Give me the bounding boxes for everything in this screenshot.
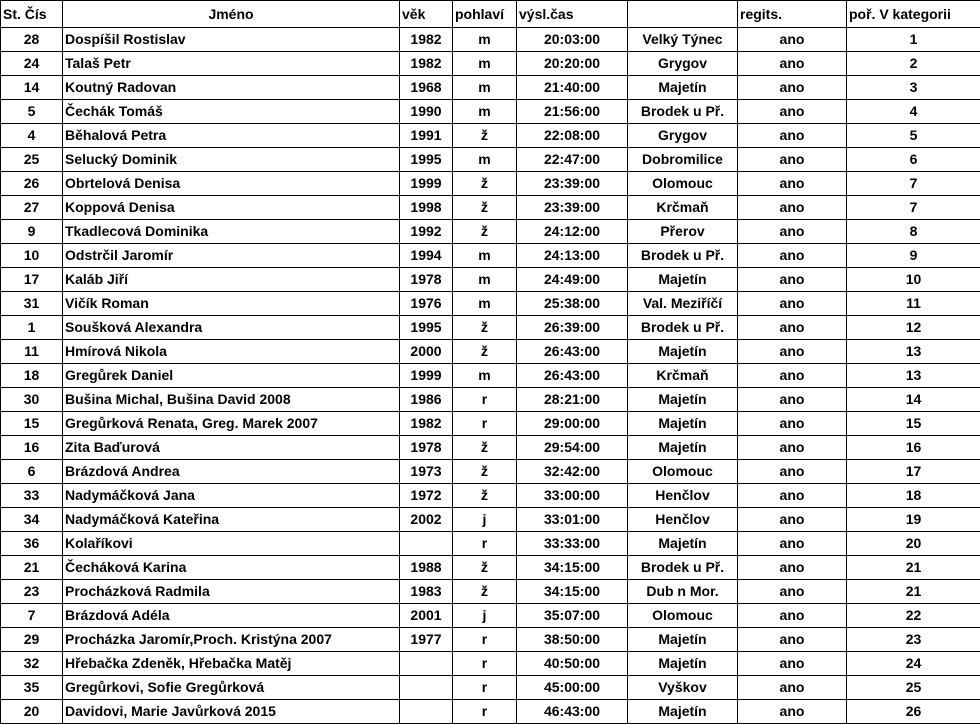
cell-start-no[interactable]: 11 <box>1 340 63 364</box>
cell-name[interactable]: Kolaříkovi <box>63 532 400 556</box>
table-row <box>1 28 980 52</box>
cell-gender[interactable]: m <box>453 100 517 124</box>
cell-gender[interactable]: ž <box>453 196 517 220</box>
cell-time[interactable]: 29:00:00 <box>517 412 628 436</box>
table-row <box>1 244 980 268</box>
table-row <box>1 172 980 196</box>
table-row <box>1 484 980 508</box>
cell-registered[interactable]: ano <box>738 76 847 100</box>
cell-rank[interactable]: 5 <box>847 124 980 148</box>
cell-gender[interactable]: ž <box>453 556 517 580</box>
cell-town[interactable]: Majetín <box>628 700 738 724</box>
cell-registered[interactable]: ano <box>738 580 847 604</box>
cell-year[interactable] <box>400 652 453 676</box>
cell-gender[interactable]: m <box>453 292 517 316</box>
cell-name[interactable]: Gregůrek Daniel <box>63 364 400 388</box>
cell-town[interactable]: Olomouc <box>628 460 738 484</box>
cell-year[interactable]: 1991 <box>400 124 453 148</box>
table-row <box>1 52 980 76</box>
table-row <box>1 388 980 412</box>
cell-time[interactable]: 26:43:00 <box>517 340 628 364</box>
cell-time[interactable]: 32:42:00 <box>517 460 628 484</box>
cell-gender[interactable]: ž <box>453 220 517 244</box>
cell-registered[interactable]: ano <box>738 100 847 124</box>
cell-registered[interactable]: ano <box>738 124 847 148</box>
cell-start-no[interactable]: 9 <box>1 220 63 244</box>
table-body <box>1 28 980 724</box>
cell-gender[interactable]: ž <box>453 460 517 484</box>
cell-start-no[interactable]: 21 <box>1 556 63 580</box>
cell-start-no[interactable]: 5 <box>1 100 63 124</box>
table-row <box>1 652 980 676</box>
table-row <box>1 700 980 724</box>
cell-town[interactable]: Majetín <box>628 628 738 652</box>
cell-registered[interactable]: ano <box>738 484 847 508</box>
cell-rank[interactable]: 12 <box>847 316 980 340</box>
cell-registered[interactable]: ano <box>738 292 847 316</box>
table-row <box>1 124 980 148</box>
cell-start-no[interactable]: 6 <box>1 460 63 484</box>
cell-rank[interactable]: 22 <box>847 604 980 628</box>
cell-year[interactable]: 1983 <box>400 580 453 604</box>
cell-time[interactable]: 35:07:00 <box>517 604 628 628</box>
cell-rank[interactable]: 4 <box>847 100 980 124</box>
cell-gender[interactable]: j <box>453 604 517 628</box>
cell-name[interactable]: Čechák Tomáš <box>63 100 400 124</box>
cell-start-no[interactable]: 26 <box>1 172 63 196</box>
cell-town[interactable]: Brodek u Př. <box>628 244 738 268</box>
table-row <box>1 460 980 484</box>
cell-year[interactable]: 1999 <box>400 364 453 388</box>
cell-rank[interactable]: 18 <box>847 484 980 508</box>
cell-gender[interactable]: r <box>453 412 517 436</box>
cell-year[interactable]: 1994 <box>400 244 453 268</box>
cell-time[interactable]: 33:00:00 <box>517 484 628 508</box>
cell-start-no[interactable]: 23 <box>1 580 63 604</box>
cell-registered[interactable]: ano <box>738 52 847 76</box>
cell-time[interactable]: 20:20:00 <box>517 52 628 76</box>
cell-name[interactable]: Gregůrkovi, Sofie Gregůrková <box>63 676 400 700</box>
cell-town[interactable]: Majetín <box>628 412 738 436</box>
cell-start-no[interactable]: 10 <box>1 244 63 268</box>
cell-registered[interactable]: ano <box>738 532 847 556</box>
cell-year[interactable]: 2002 <box>400 508 453 532</box>
cell-name[interactable]: Nadymáčková Kateřina <box>63 508 400 532</box>
cell-registered[interactable]: ano <box>738 604 847 628</box>
table-row <box>1 364 980 388</box>
header-time[interactable]: výsl.čas <box>517 1 628 28</box>
cell-registered[interactable]: ano <box>738 196 847 220</box>
cell-name[interactable]: Zita Baďurová <box>63 436 400 460</box>
cell-time[interactable]: 34:15:00 <box>517 556 628 580</box>
cell-town[interactable]: Krčmaň <box>628 364 738 388</box>
cell-year[interactable]: 1998 <box>400 196 453 220</box>
cell-name[interactable]: Nadymáčková Jana <box>63 484 400 508</box>
table-row <box>1 556 980 580</box>
cell-name[interactable]: Hřebačka Zdeněk, Hřebačka Matěj <box>63 652 400 676</box>
cell-town[interactable]: Majetín <box>628 340 738 364</box>
cell-town[interactable]: Majetín <box>628 268 738 292</box>
header-age[interactable]: věk <box>400 1 453 28</box>
cell-time[interactable]: 21:40:00 <box>517 76 628 100</box>
cell-registered[interactable]: ano <box>738 556 847 580</box>
cell-gender[interactable]: ž <box>453 484 517 508</box>
cell-registered[interactable]: ano <box>738 628 847 652</box>
cell-town[interactable]: Olomouc <box>628 604 738 628</box>
cell-name[interactable]: Soušková Alexandra <box>63 316 400 340</box>
cell-time[interactable]: 22:47:00 <box>517 148 628 172</box>
cell-name[interactable]: Bušina Michal, Bušina David 2008 <box>63 388 400 412</box>
cell-name[interactable]: Procházková Radmila <box>63 580 400 604</box>
header-rank[interactable]: poř. V kategorii <box>847 1 980 28</box>
cell-rank[interactable]: 11 <box>847 292 980 316</box>
cell-town[interactable]: Brodek u Př. <box>628 316 738 340</box>
cell-name[interactable]: Procházka Jaromír,Proch. Kristýna 2007 <box>63 628 400 652</box>
cell-gender[interactable]: ž <box>453 316 517 340</box>
cell-gender[interactable]: m <box>453 364 517 388</box>
cell-town[interactable]: Henčlov <box>628 508 738 532</box>
cell-name[interactable]: Selucký Dominik <box>63 148 400 172</box>
cell-year[interactable]: 1988 <box>400 556 453 580</box>
cell-year[interactable]: 1976 <box>400 292 453 316</box>
cell-town[interactable]: Dobromilice <box>628 148 738 172</box>
cell-start-no[interactable]: 33 <box>1 484 63 508</box>
cell-town[interactable]: Grygov <box>628 52 738 76</box>
cell-gender[interactable]: j <box>453 508 517 532</box>
cell-name[interactable]: Davidovi, Marie Javůrková 2015 <box>63 700 400 724</box>
cell-rank[interactable]: 21 <box>847 556 980 580</box>
cell-rank[interactable]: 10 <box>847 268 980 292</box>
cell-registered[interactable]: ano <box>738 364 847 388</box>
cell-rank[interactable]: 8 <box>847 220 980 244</box>
cell-town[interactable]: Grygov <box>628 124 738 148</box>
cell-start-no[interactable]: 32 <box>1 652 63 676</box>
cell-name[interactable]: Koppová Denisa <box>63 196 400 220</box>
cell-rank[interactable]: 9 <box>847 244 980 268</box>
cell-time[interactable]: 23:39:00 <box>517 172 628 196</box>
cell-year[interactable]: 1990 <box>400 100 453 124</box>
cell-time[interactable]: 40:50:00 <box>517 652 628 676</box>
cell-gender[interactable]: ž <box>453 124 517 148</box>
cell-town[interactable]: Krčmaň <box>628 196 738 220</box>
cell-year[interactable]: 1982 <box>400 52 453 76</box>
cell-registered[interactable]: ano <box>738 316 847 340</box>
cell-name[interactable]: Gregůrková Renata, Greg. Marek 2007 <box>63 412 400 436</box>
cell-start-no[interactable]: 28 <box>1 28 63 52</box>
cell-name[interactable]: Běhalová Petra <box>63 124 400 148</box>
cell-rank[interactable]: 21 <box>847 580 980 604</box>
cell-rank[interactable]: 2 <box>847 52 980 76</box>
cell-town[interactable]: Olomouc <box>628 172 738 196</box>
table-row <box>1 316 980 340</box>
cell-name[interactable]: Odstrčil Jaromír <box>63 244 400 268</box>
table-row <box>1 268 980 292</box>
cell-time[interactable]: 26:43:00 <box>517 364 628 388</box>
cell-year[interactable]: 1986 <box>400 388 453 412</box>
cell-registered[interactable]: ano <box>738 148 847 172</box>
cell-registered[interactable]: ano <box>738 652 847 676</box>
cell-gender[interactable]: r <box>453 700 517 724</box>
cell-time[interactable]: 24:13:00 <box>517 244 628 268</box>
table-row <box>1 148 980 172</box>
cell-time[interactable]: 23:39:00 <box>517 196 628 220</box>
cell-town[interactable]: Vyškov <box>628 676 738 700</box>
cell-year[interactable]: 1968 <box>400 76 453 100</box>
cell-name[interactable]: Koutný Radovan <box>63 76 400 100</box>
cell-rank[interactable]: 13 <box>847 340 980 364</box>
cell-registered[interactable]: ano <box>738 460 847 484</box>
cell-start-no[interactable]: 27 <box>1 196 63 220</box>
header-registered[interactable]: regits. <box>738 1 847 28</box>
header-gender[interactable]: pohlaví <box>453 1 517 28</box>
cell-rank[interactable]: 1 <box>847 28 980 52</box>
table-row <box>1 676 980 700</box>
cell-year[interactable]: 1978 <box>400 436 453 460</box>
cell-gender[interactable]: r <box>453 532 517 556</box>
cell-gender[interactable]: ž <box>453 172 517 196</box>
cell-start-no[interactable]: 16 <box>1 436 63 460</box>
cell-town[interactable]: Majetín <box>628 652 738 676</box>
cell-gender[interactable]: m <box>453 28 517 52</box>
header-name[interactable]: Jméno <box>63 1 400 28</box>
cell-town[interactable]: Majetín <box>628 388 738 412</box>
cell-time[interactable]: 33:01:00 <box>517 508 628 532</box>
header-town[interactable] <box>628 1 738 28</box>
cell-registered[interactable]: ano <box>738 220 847 244</box>
cell-name[interactable]: Čecháková Karina <box>63 556 400 580</box>
cell-gender[interactable]: ž <box>453 340 517 364</box>
cell-name[interactable]: Hmírová Nikola <box>63 340 400 364</box>
cell-rank[interactable]: 25 <box>847 676 980 700</box>
cell-rank[interactable]: 15 <box>847 412 980 436</box>
table-row <box>1 580 980 604</box>
cell-registered[interactable]: ano <box>738 388 847 412</box>
cell-year[interactable]: 1982 <box>400 28 453 52</box>
cell-time[interactable]: 46:43:00 <box>517 700 628 724</box>
table-row <box>1 292 980 316</box>
cell-town[interactable]: Majetín <box>628 76 738 100</box>
cell-start-no[interactable]: 35 <box>1 676 63 700</box>
cell-registered[interactable]: ano <box>738 676 847 700</box>
cell-start-no[interactable]: 30 <box>1 388 63 412</box>
table-row <box>1 340 980 364</box>
cell-time[interactable]: 38:50:00 <box>517 628 628 652</box>
cell-start-no[interactable]: 20 <box>1 700 63 724</box>
cell-start-no[interactable]: 4 <box>1 124 63 148</box>
cell-town[interactable]: Majetín <box>628 532 738 556</box>
cell-name[interactable]: Talaš Petr <box>63 52 400 76</box>
cell-gender[interactable]: m <box>453 52 517 76</box>
cell-time[interactable]: 45:00:00 <box>517 676 628 700</box>
cell-rank[interactable]: 19 <box>847 508 980 532</box>
cell-rank[interactable]: 17 <box>847 460 980 484</box>
cell-registered[interactable]: ano <box>738 340 847 364</box>
cell-rank[interactable]: 13 <box>847 364 980 388</box>
cell-rank[interactable]: 16 <box>847 436 980 460</box>
cell-town[interactable]: Velký Týnec <box>628 28 738 52</box>
cell-town[interactable]: Val. Meziříčí <box>628 292 738 316</box>
cell-name[interactable]: Vičík Roman <box>63 292 400 316</box>
table-row <box>1 196 980 220</box>
cell-year[interactable]: 1999 <box>400 172 453 196</box>
cell-year[interactable]: 1995 <box>400 316 453 340</box>
cell-gender[interactable]: r <box>453 676 517 700</box>
cell-time[interactable]: 29:54:00 <box>517 436 628 460</box>
cell-time[interactable]: 24:12:00 <box>517 220 628 244</box>
cell-year[interactable]: 1978 <box>400 268 453 292</box>
cell-name[interactable]: Dospíšil Rostislav <box>63 28 400 52</box>
cell-start-no[interactable]: 24 <box>1 52 63 76</box>
cell-rank[interactable]: 14 <box>847 388 980 412</box>
cell-time[interactable]: 24:49:00 <box>517 268 628 292</box>
cell-registered[interactable]: ano <box>738 172 847 196</box>
table-row <box>1 220 980 244</box>
cell-town[interactable]: Brodek u Př. <box>628 556 738 580</box>
cell-year[interactable]: 1995 <box>400 148 453 172</box>
cell-time[interactable]: 28:21:00 <box>517 388 628 412</box>
cell-town[interactable]: Henčlov <box>628 484 738 508</box>
cell-gender[interactable]: ž <box>453 580 517 604</box>
cell-start-no[interactable]: 17 <box>1 268 63 292</box>
cell-registered[interactable]: ano <box>738 700 847 724</box>
cell-rank[interactable]: 26 <box>847 700 980 724</box>
cell-name[interactable]: Obrtelová Denisa <box>63 172 400 196</box>
cell-gender[interactable]: m <box>453 76 517 100</box>
cell-year[interactable] <box>400 532 453 556</box>
cell-rank[interactable]: 3 <box>847 76 980 100</box>
cell-rank[interactable]: 23 <box>847 628 980 652</box>
table-row <box>1 412 980 436</box>
cell-gender[interactable]: m <box>453 244 517 268</box>
cell-registered[interactable]: ano <box>738 268 847 292</box>
cell-gender[interactable]: m <box>453 268 517 292</box>
cell-gender[interactable]: r <box>453 652 517 676</box>
cell-registered[interactable]: ano <box>738 508 847 532</box>
cell-gender[interactable]: m <box>453 148 517 172</box>
header-row <box>1 1 980 28</box>
cell-name[interactable]: Brázdová Adéla <box>63 604 400 628</box>
cell-time[interactable]: 26:39:00 <box>517 316 628 340</box>
cell-name[interactable]: Brázdová Andrea <box>63 460 400 484</box>
table-row <box>1 508 980 532</box>
cell-year[interactable]: 1992 <box>400 220 453 244</box>
cell-town[interactable]: Majetín <box>628 436 738 460</box>
cell-start-no[interactable]: 25 <box>1 148 63 172</box>
cell-start-no[interactable]: 29 <box>1 628 63 652</box>
cell-gender[interactable]: ž <box>453 436 517 460</box>
cell-year[interactable]: 1977 <box>400 628 453 652</box>
cell-rank[interactable]: 7 <box>847 172 980 196</box>
cell-start-no[interactable]: 14 <box>1 76 63 100</box>
cell-time[interactable]: 20:03:00 <box>517 28 628 52</box>
cell-rank[interactable]: 24 <box>847 652 980 676</box>
cell-time[interactable]: 33:33:00 <box>517 532 628 556</box>
cell-year[interactable]: 1972 <box>400 484 453 508</box>
cell-registered[interactable]: ano <box>738 412 847 436</box>
cell-time[interactable]: 34:15:00 <box>517 580 628 604</box>
cell-town[interactable]: Brodek u Př. <box>628 100 738 124</box>
cell-registered[interactable]: ano <box>738 436 847 460</box>
cell-start-no[interactable]: 34 <box>1 508 63 532</box>
cell-rank[interactable]: 6 <box>847 148 980 172</box>
table-row <box>1 436 980 460</box>
cell-gender[interactable]: r <box>453 628 517 652</box>
cell-registered[interactable]: ano <box>738 28 847 52</box>
table-row <box>1 532 980 556</box>
cell-start-no[interactable]: 18 <box>1 364 63 388</box>
table-row <box>1 76 980 100</box>
cell-start-no[interactable]: 1 <box>1 316 63 340</box>
cell-registered[interactable]: ano <box>738 244 847 268</box>
cell-rank[interactable]: 20 <box>847 532 980 556</box>
cell-start-no[interactable]: 7 <box>1 604 63 628</box>
cell-rank[interactable]: 7 <box>847 196 980 220</box>
cell-start-no[interactable]: 36 <box>1 532 63 556</box>
cell-town[interactable]: Dub n Mor. <box>628 580 738 604</box>
cell-name[interactable]: Tkadlecová Dominika <box>63 220 400 244</box>
cell-town[interactable]: Přerov <box>628 220 738 244</box>
table-row <box>1 100 980 124</box>
table-row <box>1 628 980 652</box>
cell-year[interactable]: 1973 <box>400 460 453 484</box>
cell-time[interactable]: 25:38:00 <box>517 292 628 316</box>
cell-year[interactable]: 2000 <box>400 340 453 364</box>
cell-gender[interactable]: r <box>453 388 517 412</box>
table-row <box>1 604 980 628</box>
cell-time[interactable]: 21:56:00 <box>517 100 628 124</box>
cell-year[interactable] <box>400 700 453 724</box>
cell-start-no[interactable]: 15 <box>1 412 63 436</box>
cell-year[interactable]: 2001 <box>400 604 453 628</box>
cell-name[interactable]: Kaláb Jiří <box>63 268 400 292</box>
header-start-no[interactable]: St. Čís <box>1 1 63 28</box>
cell-year[interactable] <box>400 676 453 700</box>
cell-start-no[interactable]: 31 <box>1 292 63 316</box>
cell-time[interactable]: 22:08:00 <box>517 124 628 148</box>
cell-year[interactable]: 1982 <box>400 412 453 436</box>
